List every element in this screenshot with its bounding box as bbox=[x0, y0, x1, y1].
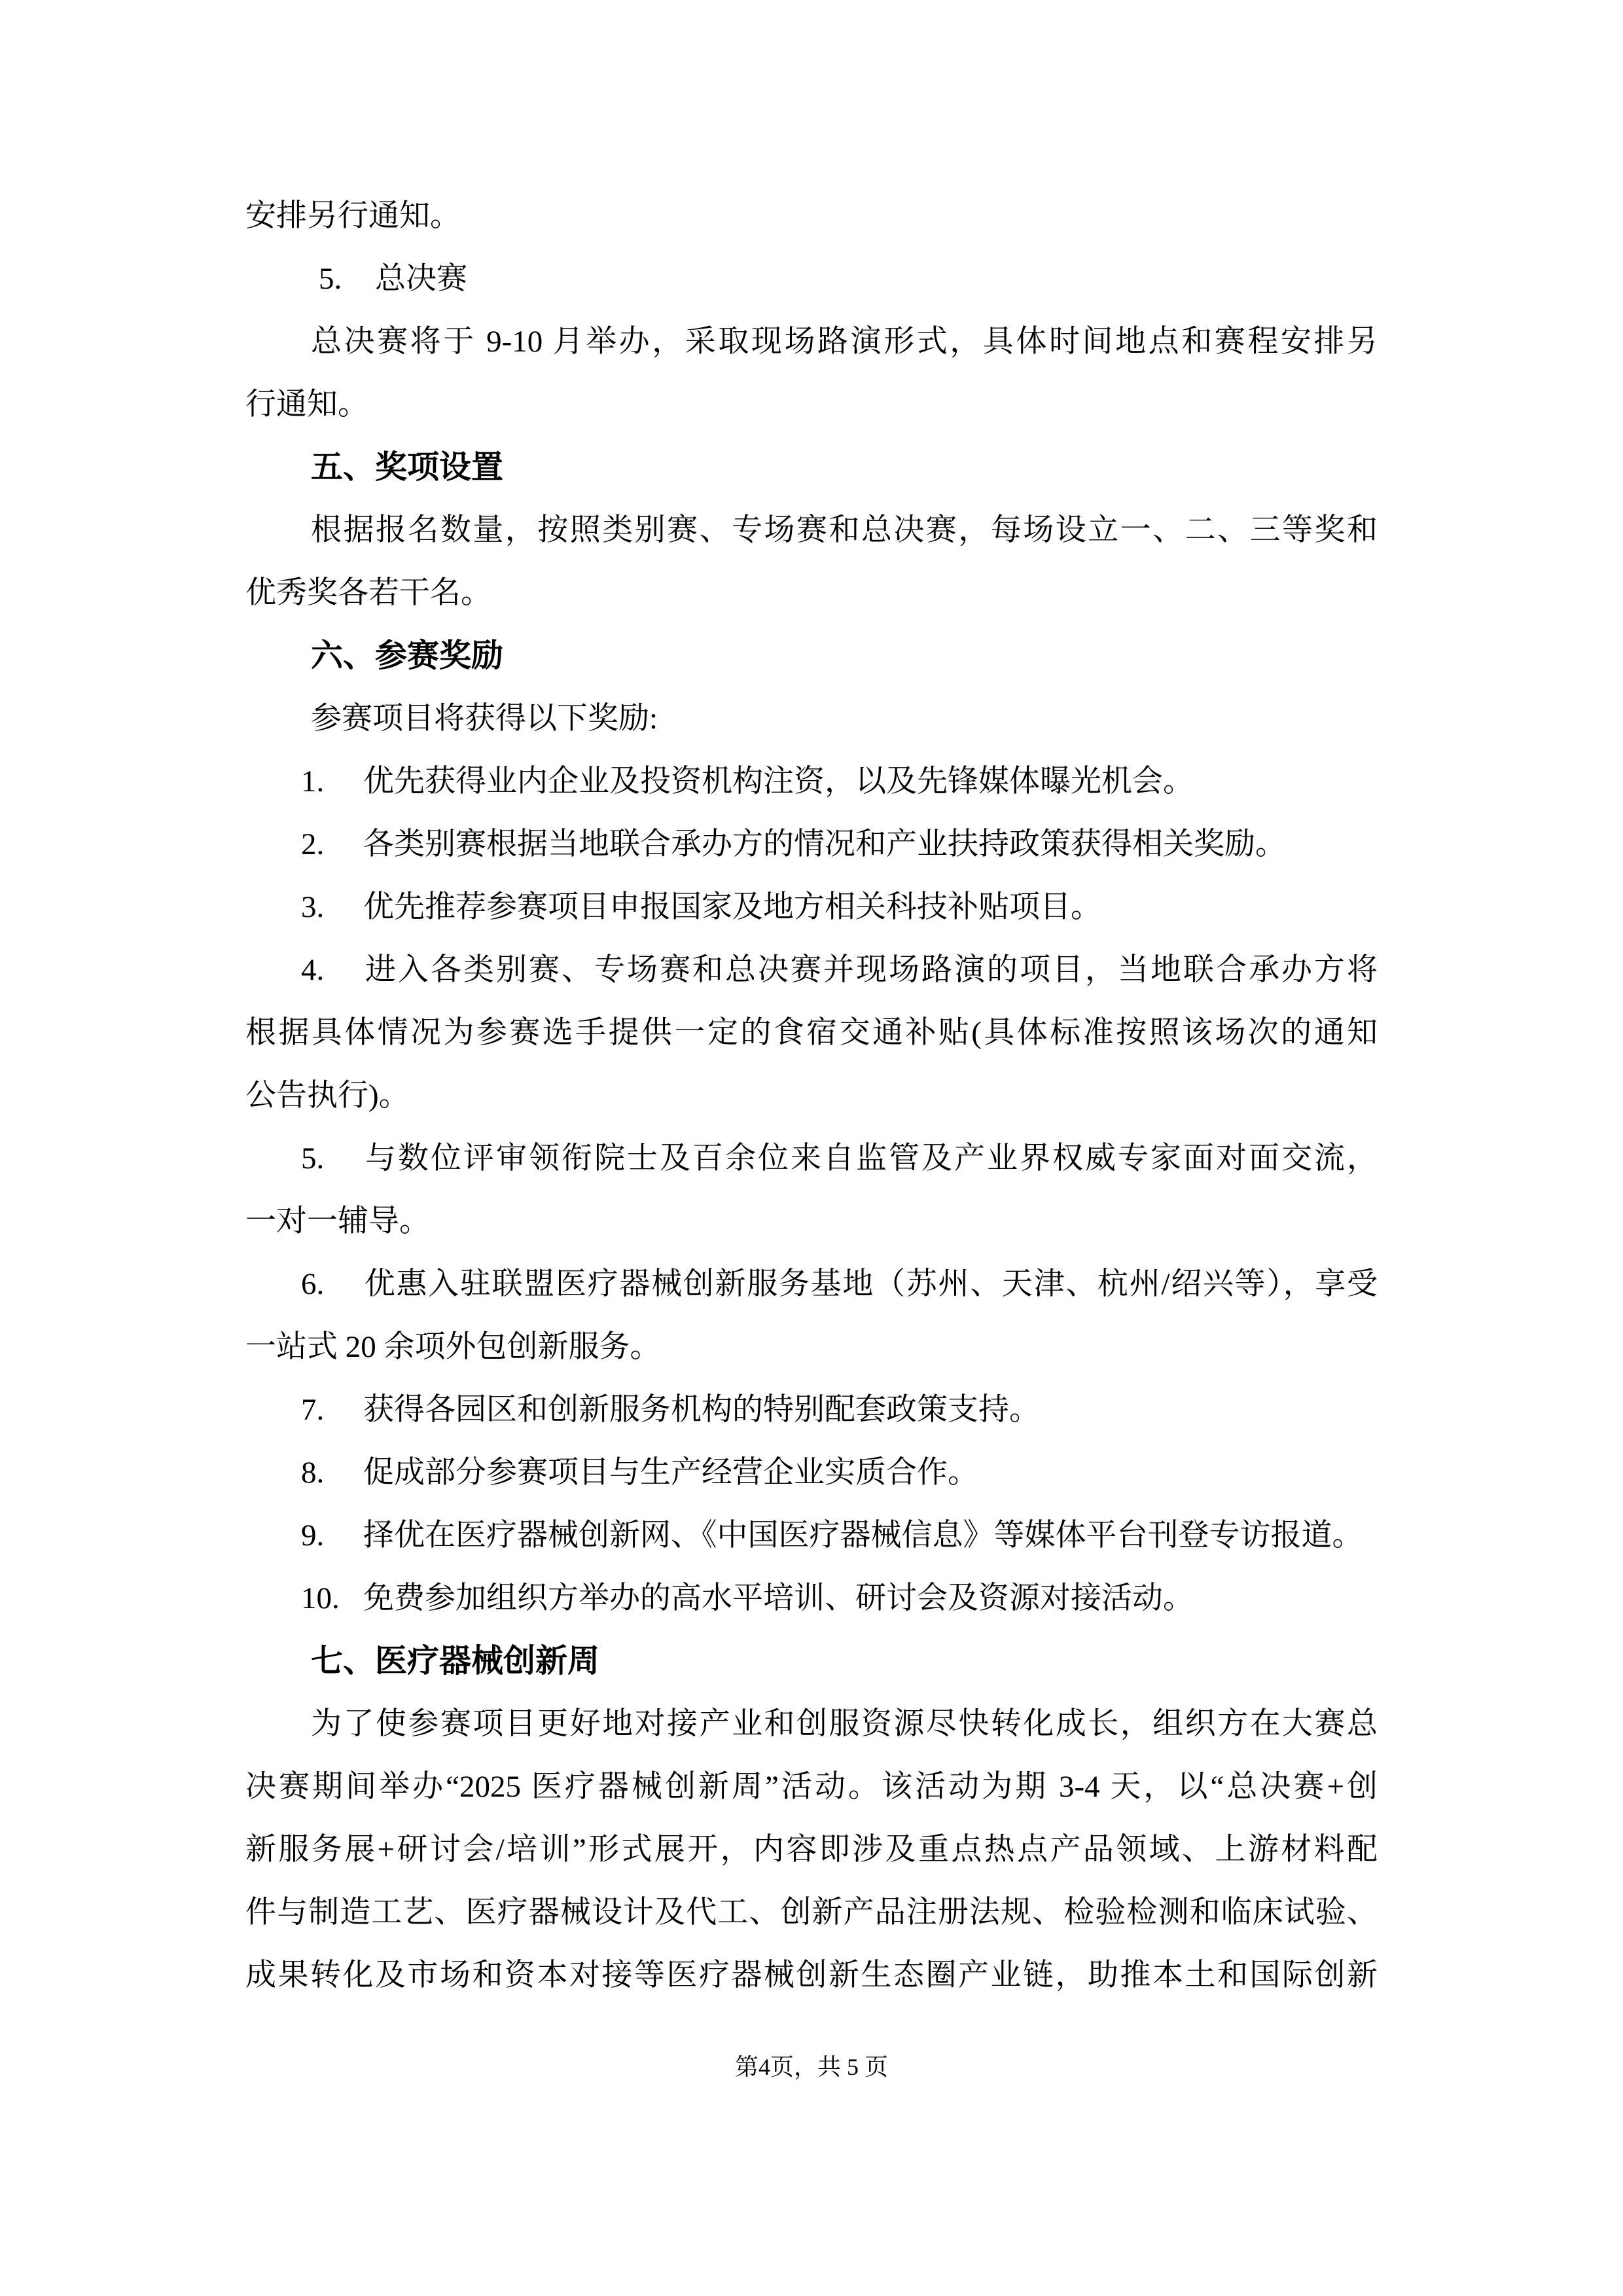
text-line: 优秀奖各若干名。 bbox=[245, 576, 491, 610]
page-footer: 第4页，共 5 页 bbox=[734, 2054, 888, 2080]
text-line: 根据具体情况为参赛选手提供一定的食宿交通补贴(具体标准按照该场次的通知 bbox=[245, 1016, 1378, 1050]
document-body bbox=[245, 185, 1378, 2007]
list-item-number: 5. bbox=[301, 1141, 325, 1175]
list-item-text: 优先获得业内企业及投资机构注资，以及先锋媒体曝光机会。 bbox=[363, 764, 1194, 798]
list-item-text: 与数位评审领衔院士及百余位来自监管及产业界权威专家面对面交流， bbox=[363, 1141, 1378, 1175]
text-line: 总决赛将于 9-10 月举办，采取现场路演形式，具体时间地点和赛程安排另 bbox=[311, 325, 1378, 359]
list-item-text: 优先推荐参赛项目申报国家及地方相关科技补贴项目。 bbox=[363, 890, 1101, 924]
text-line: 成果转化及市场和资本对接等医疗器械创新生态圈产业链，助推本土和国际创新 bbox=[245, 1958, 1378, 1992]
text-line: 一对一辅导。 bbox=[245, 1204, 430, 1238]
list-item-text: 获得各园区和创新服务机构的特别配套政策支持。 bbox=[363, 1393, 1040, 1427]
list-item-number: 2. bbox=[301, 827, 325, 861]
list-item-text: 免费参加组织方举办的高水平培训、研讨会及资源对接活动。 bbox=[363, 1581, 1194, 1615]
list-item-text: 择优在医疗器械创新网、《中国医疗器械信息》等媒体平台刊登专访报道。 bbox=[363, 1518, 1363, 1552]
list-item-number: 4. bbox=[301, 953, 325, 987]
text-line: 新服务展+研讨会/培训”形式展开，内容即涉及重点热点产品领域、上游材料配 bbox=[245, 1833, 1378, 1867]
list-item bbox=[245, 1567, 1378, 1630]
list-item-number: 8. bbox=[301, 1456, 325, 1490]
text-line: 行通知。 bbox=[245, 387, 368, 422]
list-item-number: 6. bbox=[301, 1267, 325, 1301]
list-item-number: 10. bbox=[301, 1581, 340, 1615]
list-item-number: 9. bbox=[301, 1518, 325, 1552]
list-item-number: 3. bbox=[301, 890, 325, 924]
list-item-text: 总决赛 bbox=[375, 262, 467, 296]
list-item-text: 优惠入驻联盟医疗器械创新服务基地（苏州、天津、杭州/绍兴等），享受 bbox=[363, 1267, 1378, 1301]
list-item-number: 7. bbox=[301, 1393, 325, 1427]
text-line: 参赛项目将获得以下奖励: bbox=[311, 702, 658, 736]
list-item bbox=[245, 750, 1378, 813]
section-heading: 七、医疗器械创新周 bbox=[311, 1643, 600, 1679]
list-item bbox=[245, 876, 1378, 939]
section-heading: 五、奖项设置 bbox=[311, 450, 504, 485]
list-item bbox=[245, 1441, 1378, 1504]
text-line: 一站式 20 余项外包创新服务。 bbox=[245, 1330, 661, 1364]
list-item-text: 进入各类别赛、专场赛和总决赛并现场路演的项目，当地联合承办方将 bbox=[363, 953, 1378, 987]
text-line: 为了使参赛项目更好地对接产业和创服资源尽快转化成长，组织方在大赛总 bbox=[311, 1707, 1378, 1741]
list-item-number: 1. bbox=[301, 764, 325, 798]
text-line: 安排另行通知。 bbox=[245, 199, 461, 233]
list-item bbox=[245, 1378, 1378, 1441]
list-item bbox=[245, 939, 1378, 1001]
list-item-number: 5. bbox=[319, 262, 342, 296]
list-item-text: 促成部分参赛项目与生产经营企业实质合作。 bbox=[363, 1456, 978, 1490]
list-item bbox=[245, 1504, 1378, 1567]
list-item bbox=[245, 1253, 1378, 1316]
section-heading: 六、参赛奖励 bbox=[311, 638, 504, 673]
list-item bbox=[245, 1127, 1378, 1190]
list-item-text: 各类别赛根据当地联合承办方的情况和产业扶持政策获得相关奖励。 bbox=[363, 827, 1286, 861]
list-item bbox=[245, 247, 1378, 310]
text-line: 公告执行)。 bbox=[245, 1079, 410, 1113]
text-line: 决赛期间举办“2025 医疗器械创新周”活动。该活动为期 3-4 天，以“总决赛+创 bbox=[245, 1770, 1378, 1804]
text-line: 根据报名数量，按照类别赛、专场赛和总决赛，每场设立一、二、三等奖和 bbox=[311, 513, 1378, 547]
list-item bbox=[245, 813, 1378, 876]
text-line: 件与制造工艺、医疗器械设计及代工、创新产品注册法规、检验检测和临床试验、 bbox=[245, 1895, 1378, 1929]
